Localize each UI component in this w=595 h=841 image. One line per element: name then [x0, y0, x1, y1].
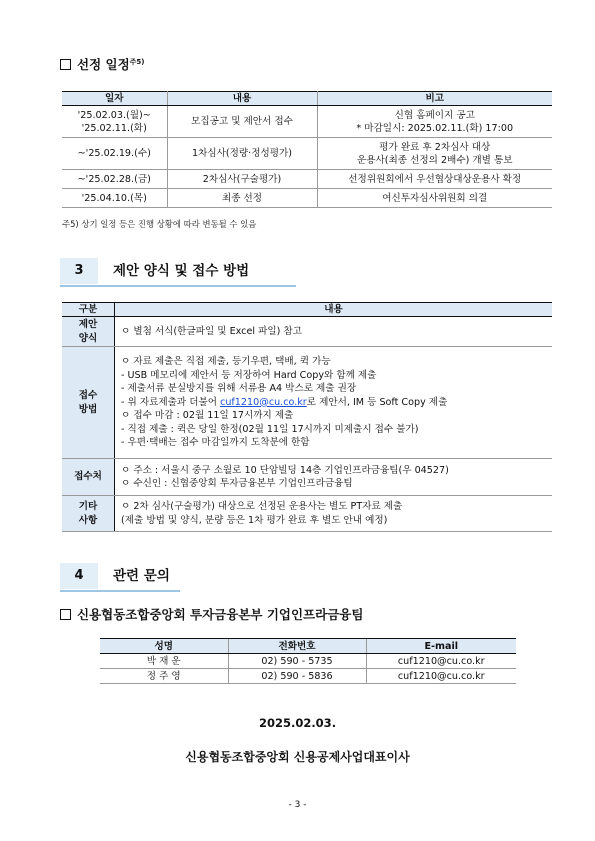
- row-label: 접수 방법: [62, 347, 115, 459]
- contact-email: cuf1210@cu.co.kr: [366, 669, 516, 684]
- table-row: [62, 170, 552, 189]
- schedule-footnote: 주5) 상기 일정 등은 진행 상황에 따라 변동될 수 있음: [62, 219, 257, 229]
- email-link[interactable]: cuf1210@cu.co.kr: [220, 396, 307, 408]
- header-phone: 전화번호: [228, 639, 366, 654]
- issuer-name: 신용협동조합중앙회 신용공제사업대표이사: [185, 750, 410, 764]
- section-number: 4: [60, 563, 98, 589]
- section-number: 3: [60, 258, 98, 284]
- row-content: ㅇ 자료 제출은 직접 제출, 등기우편, 택배, 퀵 가능 - USB 메모리에 제안서 등 저장하여 Hard Copy와 함께 제출 - 제출서류 분실방지를 위해 서류용 A4 박스로 제출 권장 - 위 자료제출과 더불어 cuf1210@cu.co.kr로 제안서, IM 등 Soft Copy 제출 ㅇ 접수 마감 : 02월 11일 17시까지 제출 - 직접 제출 : 퀵은 당일 한정(02월 11일 17시까지 미제출시 접수 불가) - 우편·택배는 접수 마감일까지 도착분에 한함: [115, 347, 553, 459]
- header-email: E-mail: [366, 639, 516, 654]
- schedule-note-cell: 선정위원회에서 우선협상대상운용사 확정: [317, 170, 552, 189]
- section-title: 제안 양식 및 접수 방법: [113, 263, 250, 279]
- contact-name: 박 재 운: [100, 654, 228, 669]
- page-number: - 3 -: [288, 800, 307, 810]
- row-content: ㅇ 2차 심사(구술평가) 대상으로 선정된 운용사는 별도 PT자료 제출 (제출 방법 및 양식, 분량 등은 1차 평가 완료 후 별도 안내 예정): [115, 496, 553, 532]
- table-row: [62, 459, 552, 496]
- schedule-content-cell: 2차심사(구술평가): [167, 170, 317, 189]
- header-content: 내용: [115, 303, 553, 317]
- schedule-note-cell: 평가 완료 후 2차심사 대상 운용사(최종 선정의 2배수) 개별 통보: [317, 138, 552, 170]
- table-header-row: [62, 303, 552, 317]
- table-row: [62, 317, 552, 347]
- contact-email: cuf1210@cu.co.kr: [366, 654, 516, 669]
- table-header-row: [100, 639, 516, 654]
- schedule-table: [62, 91, 552, 208]
- checkbox-square-icon: [60, 59, 71, 70]
- footnote-mark: 주5): [129, 57, 145, 66]
- table-row: [100, 669, 516, 684]
- contact-phone: 02) 590 - 5735: [228, 654, 366, 669]
- org-title: 신용협동조합중앙회 투자금융본부 기업인프라금융팀: [60, 605, 363, 623]
- contact-table: [100, 638, 516, 684]
- row-content: ㅇ 별첨 서식(한글파일 및 Excel 파일) 참고: [115, 317, 553, 347]
- table-row: [62, 106, 552, 138]
- schedule-date-cell: '25.02.03.(월)~ '25.02.11.(화): [62, 106, 167, 138]
- table-header-row: [62, 92, 552, 106]
- row-content: ㅇ 주소 : 서울시 중구 소월로 10 단암빌딩 14층 기업인프라금융팀(우 04527) ㅇ 수신인 : 신협중앙회 투자금융본부 기업인프라금융팀: [115, 459, 553, 496]
- document-date: 2025.02.03.: [258, 716, 337, 730]
- section-underline: [60, 285, 296, 287]
- row-label: 접수처: [62, 459, 115, 496]
- table-row: [62, 347, 552, 459]
- header-category: 구분: [62, 303, 115, 317]
- schedule-content-cell: 최종 선정: [167, 189, 317, 208]
- contact-name: 정 주 영: [100, 669, 228, 684]
- header-content: 내용: [167, 92, 317, 106]
- header-name: 성명: [100, 639, 228, 654]
- schedule-content-cell: 모집공고 및 제안서 접수: [167, 106, 317, 138]
- header-note: 비고: [317, 92, 552, 106]
- contact-phone: 02) 590 - 5836: [228, 669, 366, 684]
- schedule-note-cell: 여신투자심사위원회 의결: [317, 189, 552, 208]
- schedule-date-cell: ~'25.02.19.(수): [62, 138, 167, 170]
- table-row: [62, 496, 552, 532]
- table-row: [62, 138, 552, 170]
- section-title: 관련 문의: [113, 568, 170, 584]
- section-underline: [60, 590, 180, 592]
- schedule-date-cell: '25.04.10.(목): [62, 189, 167, 208]
- proposal-method-table: [62, 302, 552, 532]
- schedule-date-cell: ~'25.02.28.(금): [62, 170, 167, 189]
- header-date: 일자: [62, 92, 167, 106]
- row-label: 제안 양식: [62, 317, 115, 347]
- schedule-section-title: 선정 일정$^{주5)}$: [60, 55, 145, 73]
- table-row: [100, 654, 516, 669]
- row-label: 기타 사항: [62, 496, 115, 532]
- checkbox-square-icon: [60, 609, 71, 620]
- table-row: [62, 189, 552, 208]
- schedule-content-cell: 1차심사(정량·정성평가): [167, 138, 317, 170]
- schedule-note-cell: 신협 홈페이지 공고 * 마감일시: 2025.02.11.(화) 17:00: [317, 106, 552, 138]
